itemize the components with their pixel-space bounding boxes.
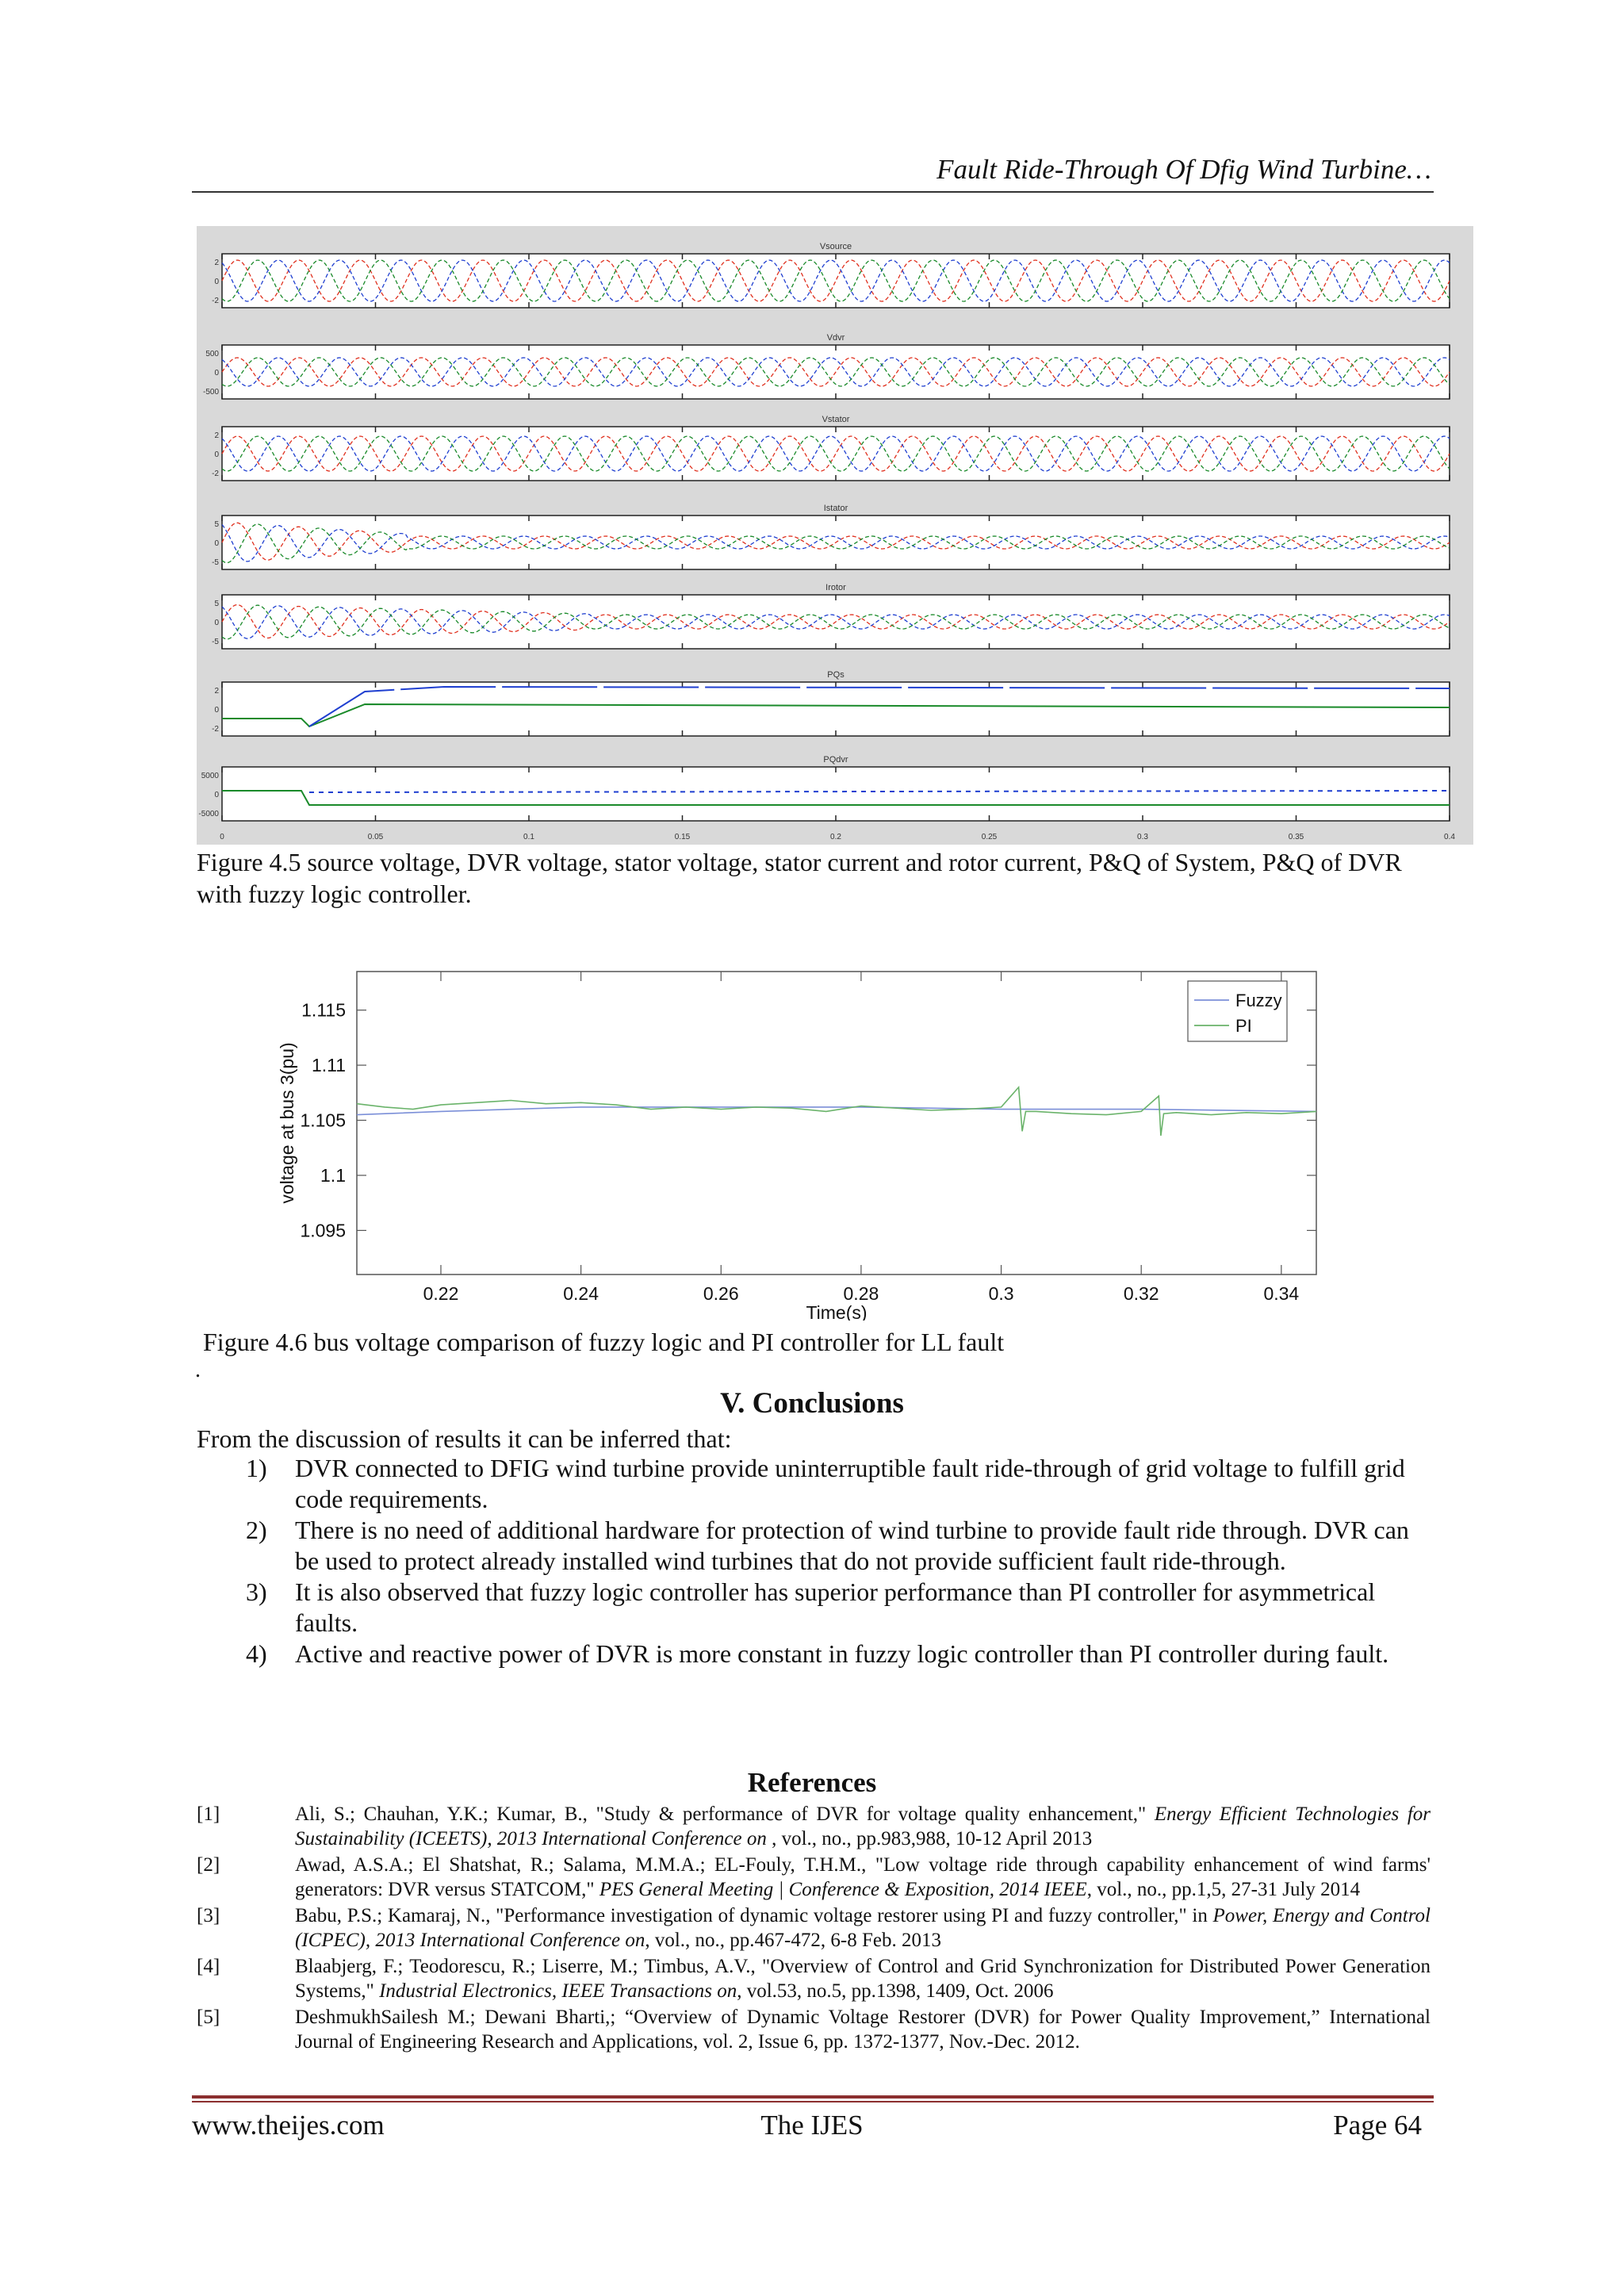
scope-xtick-label: 0.35 [1288, 833, 1304, 841]
reference-text-em: PES General Meeting | Conference & Exposition, 2014 IEEE [599, 1879, 1087, 1900]
reference-item [197, 1853, 1431, 1902]
panel-frame [222, 682, 1450, 736]
scope-xtick-label: 0 [220, 833, 224, 841]
x-tick-label: 0.26 [703, 1283, 739, 1304]
legend-label: Fuzzy [1235, 991, 1282, 1010]
panel-ytick-label: -5 [212, 638, 219, 646]
conclusion-item [197, 1577, 1418, 1639]
plot-area [357, 972, 1316, 1274]
footer-website: www.theijes.com [192, 2110, 385, 2141]
reference-text-pre: Babu, P.S.; Kamaraj, N., "Performance investigation of dynamic voltage restorer using PI and fuzzy controller," in [295, 1905, 1213, 1926]
reference-text-post: , vol.53, no.5, pp.1398, 1409, Oct. 2006 [737, 1980, 1054, 2002]
panel-ytick-label: 0 [214, 791, 219, 799]
conclusion-text: DVR connected to DFIG wind turbine provide uninterruptible fault ride-through of grid voltage to fulfill grid code requirements. [295, 1454, 1405, 1513]
footer-page-number: Page 64 [1333, 2110, 1422, 2141]
panel-ytick-label: 5 [214, 600, 219, 608]
panel-title: Vsource [819, 242, 852, 251]
x-tick-label: 0.32 [1123, 1283, 1159, 1304]
panel-frame [222, 767, 1450, 821]
panel-title: Vdvr [826, 333, 845, 343]
scope-panel [212, 415, 1450, 481]
figure-4-5 [197, 226, 1473, 845]
running-header: Fault Ride-Through Of Dfig Wind Turbine… [936, 154, 1431, 185]
conclusion-text: There is no need of additional hardware for protection of wind turbine to provide fault ride through. DVR can be used to protect already installed wind turbines that do not provide sufficient fault ride-through. [295, 1516, 1409, 1575]
bus-voltage-chart [262, 956, 1340, 1320]
panel-title: PQs [827, 670, 845, 680]
reference-item [197, 1954, 1431, 2003]
panel-ytick-label: -5 [212, 558, 219, 567]
panel-ytick-label: -500 [202, 388, 219, 397]
scope-plot [197, 226, 1473, 845]
panel-title: Vstator [822, 415, 850, 424]
conclusion-number: 2) [246, 1516, 267, 1544]
reference-text-pre: DeshmukhSailesh M.; Dewani Bharti,; “Overview of Dynamic Voltage Restorer (DVR) for Power Quality Improvement,” International Journal of Engineering Research and Applications, vol. 2, Issue 6, pp. 1372-1377, Nov.-Dec. 2012. [295, 2007, 1431, 2053]
conclusion-number: 3) [246, 1577, 267, 1606]
panel-ytick-label: 2 [214, 431, 219, 440]
reference-item [197, 2005, 1431, 2054]
footer-rule [192, 2095, 1434, 2099]
scope-panel [198, 755, 1450, 821]
reference-text-pre: Ali, S.; Chauhan, Y.K.; Kumar, B., "Study & performance of DVR for voltage quality enhancement," [295, 1803, 1155, 1825]
x-axis-label: Time(s) [806, 1302, 868, 1320]
conclusions-heading: V. Conclusions [720, 1387, 904, 1420]
panel-ytick-label: -2 [212, 297, 219, 305]
reference-text-pre: Blaabjerg, F.; Teodorescu, R.; Liserre, M.; Timbus, A.V., "Overview of Control and Grid Synchronization for Distributed Power Generation Systems," [295, 1956, 1431, 2002]
y-axis-label: voltage at bus 3(pu) [277, 1042, 297, 1204]
scope-xtick-label: 0.4 [1444, 833, 1455, 841]
panel-ytick-label: -2 [212, 470, 219, 478]
x-tick-label: 0.34 [1263, 1283, 1300, 1304]
scope-panel [212, 242, 1450, 308]
panel-title: Irotor [825, 583, 846, 592]
figure-4-6-caption: Figure 4.6 bus voltage comparison of fuzzy logic and PI controller for LL fault [203, 1328, 1005, 1356]
reference-text-post: , vol., no., pp.467-472, 6-8 Feb. 2013 [645, 1930, 941, 1951]
conclusions-intro: From the discussion of results it can be inferred that: [197, 1424, 732, 1453]
panel-ytick-label: 0 [214, 450, 219, 459]
panel-ytick-label: -2 [212, 725, 219, 734]
panel-ytick-label: -5000 [198, 810, 219, 818]
x-tick-label: 0.24 [563, 1283, 599, 1304]
reference-number: [3] [197, 1905, 220, 1926]
conclusion-item [197, 1639, 1418, 1669]
reference-text-post: , vol., no., pp.1,5, 27-31 July 2014 [1086, 1879, 1361, 1900]
scope-panel [212, 670, 1450, 736]
panel-title: Istator [823, 504, 848, 513]
panel-ytick-label: 0 [214, 278, 219, 286]
panel-ytick-label: 2 [214, 687, 219, 696]
panel-ytick-label: 5000 [201, 772, 219, 780]
x-tick-label: 0.28 [843, 1283, 879, 1304]
scope-panel [212, 583, 1450, 649]
y-tick-label: 1.11 [311, 1055, 346, 1076]
conclusion-text: Active and reactive power of DVR is more constant in fuzzy logic controller than PI controller during fault. [295, 1639, 1389, 1668]
conclusion-number: 4) [246, 1639, 267, 1668]
conclusion-item [197, 1515, 1418, 1577]
x-tick-label: 0.3 [988, 1283, 1014, 1304]
conclusion-item [197, 1453, 1418, 1515]
legend-label: PI [1235, 1016, 1252, 1036]
stray-dot: . [195, 1358, 201, 1382]
panel-ytick-label: 0 [214, 619, 219, 627]
panel-ytick-label: 0 [214, 706, 219, 715]
reference-number: [2] [197, 1854, 220, 1876]
panel-ytick-label: 5 [214, 520, 219, 529]
scope-panel [203, 333, 1450, 399]
reference-item [197, 1802, 1431, 1851]
scope-xtick-label: 0.2 [830, 833, 841, 841]
y-tick-label: 1.115 [301, 999, 346, 1021]
header-rule [192, 191, 1434, 193]
conclusion-number: 1) [246, 1454, 267, 1482]
panel-ytick-label: 2 [214, 259, 219, 267]
panel-ytick-label: 0 [214, 539, 219, 548]
reference-number: [5] [197, 2007, 220, 2028]
reference-item [197, 1903, 1431, 1953]
reference-text-em: Energy Efficient Technologies for Sustainability (ICEETS), 2013 International Conference on [295, 1803, 1431, 1849]
scope-xtick-label: 0.25 [981, 833, 998, 841]
scope-xtick-label: 0.15 [674, 833, 691, 841]
y-tick-label: 1.095 [300, 1220, 346, 1241]
reference-text-em: Power, Energy and Control (ICPEC), 2013 International Conference on [295, 1905, 1431, 1951]
scope-xtick-label: 0.05 [367, 833, 384, 841]
x-tick-label: 0.22 [423, 1283, 459, 1304]
conclusions-list [197, 1453, 1418, 1669]
reference-number: [4] [197, 1956, 220, 1977]
references-heading: References [747, 1767, 877, 1798]
y-tick-label: 1.1 [320, 1164, 346, 1186]
scope-xtick-label: 0.3 [1137, 833, 1148, 841]
panel-ytick-label: 500 [205, 350, 219, 358]
footer-rule-thin [192, 2101, 1434, 2102]
reference-text-post: , vol., no., pp.983,988, 10-12 April 2013 [766, 1828, 1093, 1849]
reference-number: [1] [197, 1803, 220, 1825]
panel-title: PQdvr [823, 755, 848, 765]
reference-text-pre: Awad, A.S.A.; El Shatshat, R.; Salama, M.M.A.; EL-Fouly, T.H.M., "Low voltage ride through capability enhancement of wind farms' generators: DVR versus STATCOM," [295, 1854, 1431, 1900]
scope-xtick-label: 0.1 [523, 833, 534, 841]
figure-4-5-caption: Figure 4.5 source voltage, DVR voltage, stator voltage, stator current and rotor current, P&Q of System, P&Q of DVR with fuzzy logic controller. [197, 848, 1402, 908]
panel-ytick-label: 0 [214, 369, 219, 378]
scope-panel [212, 504, 1450, 569]
figure-4-6 [262, 956, 1340, 1320]
y-tick-label: 1.105 [300, 1110, 346, 1131]
conclusion-text: It is also observed that fuzzy logic controller has superior performance than PI controller for asymmetrical faults. [295, 1577, 1376, 1637]
references-list [197, 1802, 1431, 2056]
reference-text-em: Industrial Electronics, IEEE Transactions on [379, 1980, 737, 2002]
footer-journal: The IJES [760, 2110, 864, 2141]
